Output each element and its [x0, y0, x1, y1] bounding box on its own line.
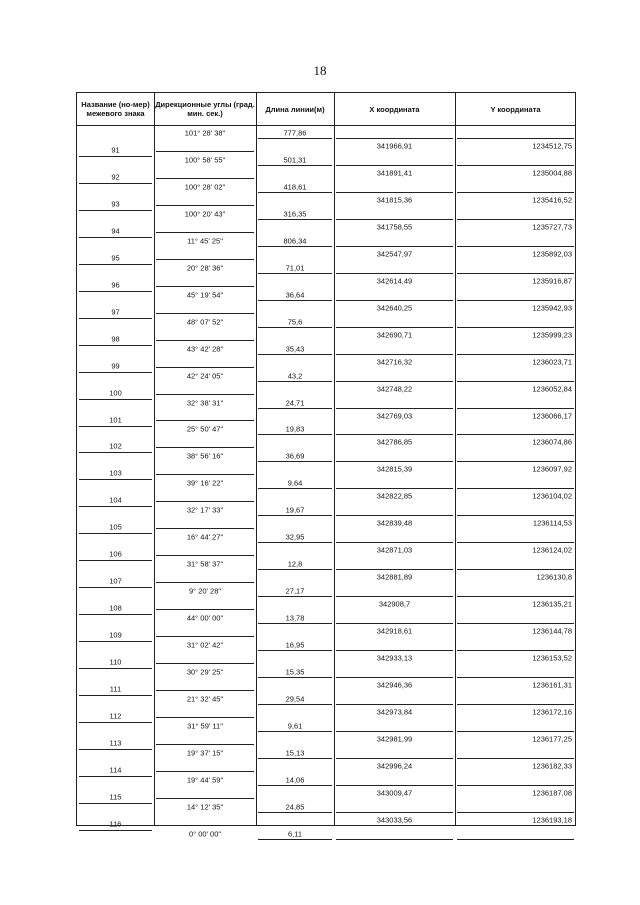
row-line: [258, 488, 332, 489]
header-line-length: Длина линии(м): [265, 104, 325, 114]
table-header: [77, 93, 575, 126]
row-line: [457, 677, 574, 678]
row-line: [79, 426, 152, 427]
point-name: 99: [111, 361, 120, 371]
point-name: 103: [109, 468, 122, 478]
row-line: [457, 785, 574, 786]
row-line: [156, 232, 254, 233]
row-line: [258, 515, 332, 516]
x-coordinate: 342881,89: [376, 572, 413, 582]
row-line: [336, 542, 453, 543]
y-coordinate: 1235916,87: [532, 276, 572, 286]
point-name: 98: [111, 334, 120, 344]
x-coordinate: 342614,49: [376, 276, 413, 286]
line-length: 27,17: [285, 586, 305, 596]
point-name: 102: [109, 441, 122, 451]
x-coordinate: 342822,85: [376, 491, 413, 501]
row-line: [156, 690, 254, 691]
line-length: 19,67: [285, 505, 305, 515]
x-coordinate: 342918,61: [376, 626, 413, 636]
row-line: [336, 515, 453, 516]
row-line: [336, 138, 453, 139]
point-name: 114: [109, 765, 122, 775]
row-line: [457, 596, 574, 597]
row-line: [258, 623, 332, 624]
directional-angle: 100° 58' 55": [184, 155, 226, 165]
y-coordinate: 1236182,33: [532, 761, 572, 771]
point-name: 105: [109, 522, 122, 532]
line-length: 6,11: [287, 829, 303, 839]
line-length: 806,34: [283, 236, 307, 246]
y-coordinate: 1236187,08: [532, 788, 572, 798]
y-coordinate: 1236177,25: [532, 734, 572, 744]
line-length: 316,35: [283, 209, 307, 219]
row-line: [457, 246, 574, 247]
row-line: [336, 650, 453, 651]
y-coordinate: 1236144,78: [532, 626, 572, 636]
line-length: 24,71: [285, 398, 305, 407]
row-line: [336, 192, 453, 193]
row-line: [336, 219, 453, 220]
y-coordinate: 1236130,8: [536, 572, 572, 582]
row-line: [457, 731, 574, 732]
x-coordinate: 342871,03: [376, 545, 413, 555]
row-line: [336, 596, 453, 597]
point-name: 111: [109, 684, 122, 694]
row-line: [457, 138, 574, 139]
row-line: [79, 506, 152, 507]
y-coordinate: 1235892,03: [532, 249, 572, 259]
row-line: [457, 569, 574, 570]
point-name: 110: [109, 657, 122, 667]
row-line: [336, 488, 453, 489]
row-line: [258, 812, 332, 813]
row-line: [336, 408, 453, 409]
point-name: 100: [109, 388, 122, 398]
row-line: [457, 354, 574, 355]
row-line: [258, 354, 332, 355]
row-line: [156, 717, 254, 718]
row-line: [156, 286, 254, 287]
row-line: [457, 381, 574, 382]
row-line: [258, 408, 332, 409]
row-line: [258, 434, 332, 435]
directional-angle: 32° 17' 33": [186, 505, 224, 515]
row-line: [457, 461, 574, 462]
y-coordinate: 1236172,16: [532, 707, 572, 717]
row-line: [258, 327, 332, 328]
row-line: [336, 704, 453, 705]
directional-angle: 39° 16' 22": [186, 478, 224, 488]
row-line: [156, 447, 254, 448]
point-name: 97: [111, 307, 120, 317]
y-coordinate: 1236161,31: [532, 680, 572, 690]
y-coordinate: 1236135,21: [532, 599, 572, 609]
row-line: [156, 340, 254, 341]
row-line: [156, 313, 254, 314]
row-line: [258, 677, 332, 678]
row-line: [258, 569, 332, 570]
row-line: [258, 138, 332, 139]
x-coordinate: 342815,39: [376, 464, 413, 474]
row-line: [336, 381, 453, 382]
y-coordinate: 1236104,02: [532, 491, 572, 501]
row-line: [79, 237, 152, 238]
row-line: [457, 327, 574, 328]
row-line: [457, 434, 574, 435]
row-line: [457, 273, 574, 274]
row-line: [336, 569, 453, 570]
row-line: [79, 560, 152, 561]
point-name: 93: [111, 199, 120, 209]
directional-angle: 19° 37' 15": [186, 748, 224, 758]
directional-angle: 44° 00' 00": [186, 613, 224, 623]
row-line: [156, 528, 254, 529]
line-length: 14,06: [285, 775, 305, 785]
point-name: 91: [111, 145, 120, 155]
row-line: [79, 318, 152, 319]
x-coordinate: 341758,55: [376, 222, 413, 232]
directional-angle: 16° 44' 27": [186, 532, 224, 542]
row-line: [457, 812, 574, 813]
row-line: [336, 731, 453, 732]
row-line: [79, 722, 152, 723]
row-line: [258, 839, 332, 840]
directional-angle: 42° 24' 05": [186, 371, 224, 381]
row-line: [156, 259, 254, 260]
row-line: [79, 479, 152, 480]
row-line: [79, 533, 152, 534]
row-line: [336, 273, 453, 274]
directional-angle: 20° 28' 36": [186, 263, 224, 273]
x-coordinate: 342946,36: [376, 680, 413, 690]
row-line: [79, 183, 152, 184]
line-length: 32,95: [285, 532, 305, 542]
x-coordinate: 342690,71: [376, 330, 413, 340]
directional-angle: 25° 50' 47": [186, 424, 224, 434]
directional-angle: 31° 58' 37": [186, 559, 224, 569]
directional-angle: 31° 02' 42": [186, 640, 224, 650]
x-coordinate: 342996,24: [376, 761, 413, 771]
line-length: 777,86: [283, 128, 307, 138]
row-line: [336, 758, 453, 759]
row-line: [336, 354, 453, 355]
point-name: 113: [109, 738, 122, 748]
directional-angle: 31° 59' 11": [187, 721, 223, 731]
row-line: [156, 205, 254, 206]
line-length: 9,64: [287, 478, 303, 488]
row-line: [258, 246, 332, 247]
row-line: [156, 501, 254, 502]
directional-angle: 43° 42' 28": [186, 344, 224, 354]
directional-angle: 0° 00' 00": [188, 829, 222, 839]
header-x-coordinate: X координата: [369, 104, 420, 114]
y-coordinate: 1235004,88: [532, 168, 572, 178]
point-name: 104: [109, 495, 122, 505]
x-coordinate: 342786,85: [376, 437, 413, 447]
y-coordinate: 1236153,52: [532, 653, 572, 663]
x-coordinate: 341966,91: [376, 141, 413, 151]
x-coordinate: 343033,56: [376, 815, 413, 825]
page-number: 18: [313, 63, 327, 78]
line-length: 43,2: [287, 371, 303, 381]
row-line: [79, 372, 152, 373]
row-line: [457, 650, 574, 651]
row-line: [156, 663, 254, 664]
row-line: [156, 420, 254, 421]
row-line: [156, 555, 254, 556]
row-line: [258, 165, 332, 166]
directional-angle: 38° 56' 16": [186, 451, 224, 461]
line-length: 15,35: [285, 667, 305, 677]
row-line: [156, 367, 254, 368]
y-coordinate: 1236023,71: [532, 357, 572, 367]
row-line: [156, 636, 254, 637]
row-line: [336, 623, 453, 624]
row-line: [79, 210, 152, 211]
row-line: [79, 749, 152, 750]
row-line: [156, 825, 254, 826]
line-length: 29,54: [285, 694, 305, 704]
point-name: 107: [109, 576, 122, 586]
line-length: 13,78: [285, 613, 305, 623]
directional-angle: 21° 32' 45": [186, 694, 224, 704]
x-coordinate: 341815,36: [376, 195, 413, 205]
row-line: [336, 246, 453, 247]
row-line: [79, 587, 152, 588]
row-line: [336, 300, 453, 301]
row-line: [258, 381, 332, 382]
line-length: 36,64: [285, 290, 305, 300]
row-line: [79, 830, 152, 831]
point-name: 116: [109, 819, 122, 829]
row-line: [156, 582, 254, 583]
directional-angle: 32° 38' 31": [186, 398, 224, 407]
row-line: [79, 264, 152, 265]
row-line: [258, 542, 332, 543]
directional-angle: 30° 29' 25": [186, 667, 224, 677]
x-coordinate: 342981,99: [376, 734, 413, 744]
row-line: [156, 609, 254, 610]
line-length: 9,61: [287, 721, 303, 731]
row-line: [457, 704, 574, 705]
row-line: [336, 165, 453, 166]
boundary-coordinates-table: [76, 92, 576, 839]
line-length: 501,31: [283, 155, 307, 165]
point-name: 101: [109, 415, 122, 424]
row-line: [457, 623, 574, 624]
x-coordinate: 342769,03: [376, 411, 413, 420]
y-coordinate: 1236114,53: [532, 518, 572, 528]
x-coordinate: 342839,48: [376, 518, 413, 528]
row-line: [457, 408, 574, 409]
row-line: [258, 704, 332, 705]
row-line: [457, 300, 574, 301]
directional-angle: 101° 28' 38": [184, 128, 226, 138]
row-line: [336, 327, 453, 328]
row-line: [336, 677, 453, 678]
point-name: 108: [109, 603, 122, 613]
row-line: [79, 695, 152, 696]
x-coordinate: 342748,22: [376, 384, 413, 394]
y-coordinate: 1236066,17: [532, 411, 572, 420]
point-name: 109: [109, 630, 122, 640]
y-coordinate: 1236074,86: [532, 437, 572, 447]
point-name: 94: [111, 226, 120, 236]
line-length: 71,01: [285, 263, 305, 273]
directional-angle: 19° 44' 59": [186, 775, 224, 785]
x-coordinate: 343009,47: [376, 788, 413, 798]
point-name: 112: [109, 711, 122, 721]
x-coordinate: 342908,7: [378, 599, 411, 609]
directional-angle: 48° 07' 52": [186, 317, 224, 327]
row-line: [457, 758, 574, 759]
point-name: 96: [111, 280, 120, 290]
row-line: [336, 434, 453, 435]
row-line: [79, 345, 152, 346]
row-line: [258, 192, 332, 193]
row-line: [258, 461, 332, 462]
directional-angle: 14° 12' 35": [186, 802, 224, 812]
row-line: [79, 668, 152, 669]
point-name: 106: [109, 549, 122, 559]
row-line: [258, 273, 332, 274]
point-name: 115: [109, 792, 122, 802]
row-line: [457, 219, 574, 220]
row-line: [79, 776, 152, 777]
x-coordinate: 342933,13: [376, 653, 413, 663]
row-line: [79, 399, 152, 400]
row-line: [258, 731, 332, 732]
row-line: [258, 785, 332, 786]
line-length: 418,61: [283, 182, 307, 192]
directional-angle: 9° 20' 28": [188, 586, 222, 596]
point-name: 92: [111, 172, 120, 182]
row-line: [79, 452, 152, 453]
row-line: [258, 596, 332, 597]
column-divider: [455, 93, 456, 825]
row-line: [457, 165, 574, 166]
row-line: [156, 394, 254, 395]
x-coordinate: 341891,41: [376, 168, 413, 178]
y-coordinate: 1235999,23: [532, 330, 572, 340]
row-line: [457, 192, 574, 193]
x-coordinate: 342547,97: [376, 249, 413, 259]
header-directional-angle: Дирекционные углы (град. мин. сек.): [155, 100, 255, 118]
row-line: [79, 641, 152, 642]
x-coordinate: 342640,25: [376, 303, 413, 313]
y-coordinate: 1234512,75: [532, 141, 572, 151]
y-coordinate: 1236124,02: [532, 545, 572, 555]
row-line: [258, 300, 332, 301]
row-line: [79, 156, 152, 157]
directional-angle: 45° 19' 54": [186, 290, 224, 300]
row-line: [79, 614, 152, 615]
directional-angle: 11° 45' 25": [187, 236, 223, 246]
y-coordinate: 1235942,93: [532, 303, 572, 313]
row-line: [457, 839, 574, 840]
row-line: [156, 178, 254, 179]
line-length: 36,69: [285, 451, 305, 461]
row-line: [258, 758, 332, 759]
row-line: [156, 474, 254, 475]
line-length: 35,43: [285, 344, 305, 354]
y-coordinate: 1235416,52: [532, 195, 572, 205]
point-name: 95: [111, 253, 120, 263]
row-line: [156, 744, 254, 745]
row-line: [156, 771, 254, 772]
row-line: [156, 798, 254, 799]
row-line: [79, 803, 152, 804]
line-length: 24,85: [285, 802, 305, 812]
header-y-coordinate: Y координата: [490, 104, 541, 114]
directional-angle: 100° 28' 02": [184, 182, 226, 192]
row-line: [457, 488, 574, 489]
row-line: [258, 650, 332, 651]
row-line: [336, 812, 453, 813]
row-line: [156, 151, 254, 152]
directional-angle: 100° 20' 43": [184, 209, 226, 219]
header-point-name: Название (но-мер) межевого знака: [81, 100, 150, 118]
line-length: 15,13: [285, 748, 305, 758]
row-line: [336, 839, 453, 840]
row-line: [457, 542, 574, 543]
line-length: 12,8: [287, 559, 303, 569]
row-line: [457, 515, 574, 516]
line-length: 16,95: [285, 640, 305, 650]
line-length: 75,6: [287, 317, 303, 327]
row-line: [79, 291, 152, 292]
line-length: 19,83: [285, 424, 305, 434]
row-line: [336, 785, 453, 786]
x-coordinate: 342716,32: [376, 357, 413, 367]
y-coordinate: 1235727,73: [532, 222, 572, 232]
y-coordinate: 1236193,18: [532, 815, 572, 825]
y-coordinate: 1236097,92: [532, 464, 572, 474]
x-coordinate: 342973,84: [376, 707, 413, 717]
row-line: [336, 461, 453, 462]
y-coordinate: 1236052,84: [532, 384, 572, 394]
row-line: [258, 219, 332, 220]
